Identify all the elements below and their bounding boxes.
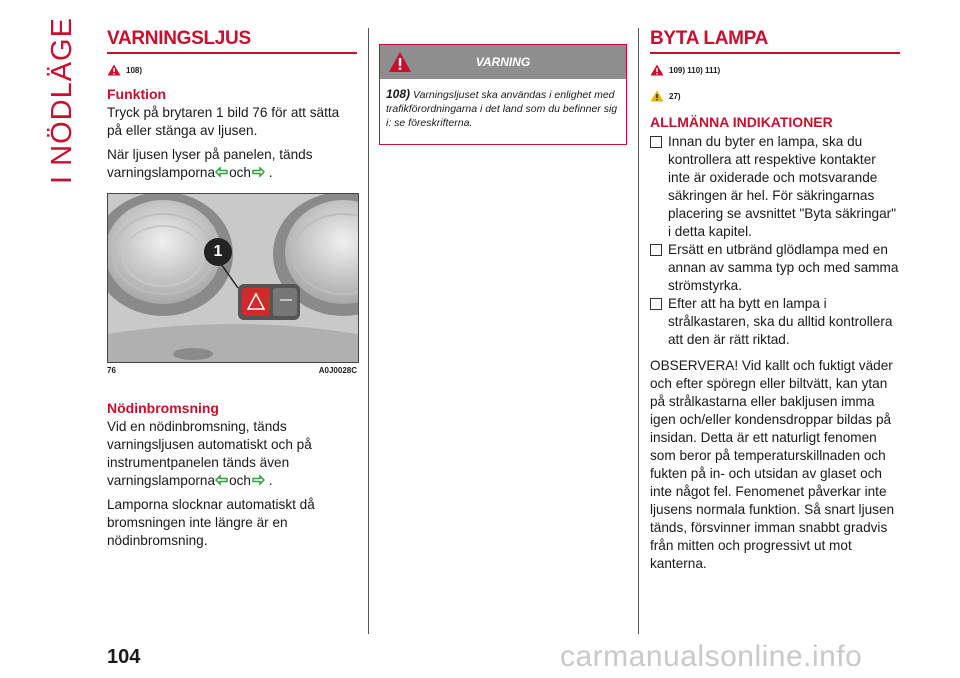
chapter-side-tab <box>40 16 84 184</box>
subheading-allmanna-indikationer: ALLMÄNNA INDIKATIONER <box>650 114 833 130</box>
warning-number: 108) <box>386 87 411 101</box>
warning-box <box>379 44 627 145</box>
paragraph-observera: OBSERVERA! Vid kallt och fuktigt väder och efter spöregn eller biltvätt, kan ytan på strålkastarna eller bakljusen imma igen och/eller kondensdroppar bildas på insidan. Detta är ett naturligt fenomen som beror på temperaturskillnaden och fukten på in- och utsidan av glaset och inte något fel. Fenomenet påverkar inte ljusens normala funktion. Så snart ljusen tänds, försvinner imman snabbt gradvis från mitten och progressivt ut mot kanterna. <box>650 358 895 571</box>
checkbox-bullet-icon <box>650 136 662 148</box>
column-2 <box>379 44 627 145</box>
bullet-list <box>650 133 900 349</box>
warning-triangle-icon <box>650 64 664 76</box>
turn-right-indicator-icon <box>251 474 265 486</box>
figure-number: 76 <box>107 366 116 375</box>
turn-left-indicator-icon <box>215 474 229 486</box>
caution-reference: 27) <box>669 91 681 101</box>
turn-left-indicator-icon <box>215 166 229 178</box>
warning-references: 109) 110) 111) <box>669 65 721 75</box>
list-item: Innan du byter en lampa, ska du kontrollera att respektive kontakter inte är oxiderade och motsvarande säkringen är hel. För säkringarnas placering se avsnittet "Byta säkringar" i detta kapitel. <box>650 133 900 241</box>
section-heading-varningsljus: VARNINGSLJUS <box>107 28 357 54</box>
checkbox-bullet-icon <box>650 298 662 310</box>
watermark: carmanualsonline.info <box>560 640 863 673</box>
warning-title: VARNING <box>475 55 531 69</box>
subheading-nodinbromsning: Nödinbromsning <box>107 400 219 416</box>
caution-triangle-icon <box>650 90 664 102</box>
list-item: Ersätt en utbränd glödlampa med en annan av samma typ och med samma strömstyrka. <box>650 241 900 295</box>
column-1 <box>107 28 357 550</box>
warning-text: Varningsljuset ska användas i enlighet med trafikförordningarna i det land som du befinner sig i: se föreskrifterna. <box>386 89 618 129</box>
figure-code: A0J0028C <box>318 366 357 375</box>
turn-right-indicator-icon <box>251 166 265 178</box>
column-divider-1 <box>368 28 369 634</box>
page-number: 104 <box>107 646 141 668</box>
list-item: Efter att ha bytt en lampa i strålkastaren, ska du alltid kontrollera att den är rätt riktad. <box>650 295 900 349</box>
figure-caption <box>107 366 357 375</box>
paragraph-lamporna: Lamporna slocknar automatiskt då bromsningen inte längre är en nödinbromsning. <box>107 497 315 548</box>
chapter-side-tab-label: I NÖDLÄGE <box>45 16 78 184</box>
section-heading-byta-lampa: BYTA LAMPA <box>650 28 900 54</box>
subheading-funktion: Funktion <box>107 86 167 102</box>
checkbox-bullet-icon <box>650 244 662 256</box>
hazard-switch-illustration <box>107 193 359 363</box>
paragraph-nodinbromsning: Vid en nödinbromsning, tänds varningsljusen automatiskt och på instrumentpanelen tänds även varningslamporna och . <box>107 419 312 488</box>
warning-body <box>380 79 626 144</box>
column-3 <box>650 28 900 573</box>
figure-76 <box>107 193 357 375</box>
warning-box-header <box>380 45 626 79</box>
caution-reference-row <box>650 90 900 102</box>
column-divider-2 <box>638 28 639 634</box>
warning-triangle-icon <box>107 64 121 76</box>
warning-triangle-icon <box>388 51 412 73</box>
warning-reference-row <box>107 64 357 76</box>
figure-callout-1: 1 <box>204 238 232 266</box>
paragraph-indicators: När ljusen lyser på panelen, tänds varningslamporna och . <box>107 147 313 180</box>
warning-reference: 108) <box>126 65 143 75</box>
paragraph-funktion: Tryck på brytaren 1 bild 76 för att sätta på eller stänga av ljusen. <box>107 105 340 138</box>
warning-reference-row <box>650 64 900 76</box>
dashboard-illustration <box>108 194 358 362</box>
